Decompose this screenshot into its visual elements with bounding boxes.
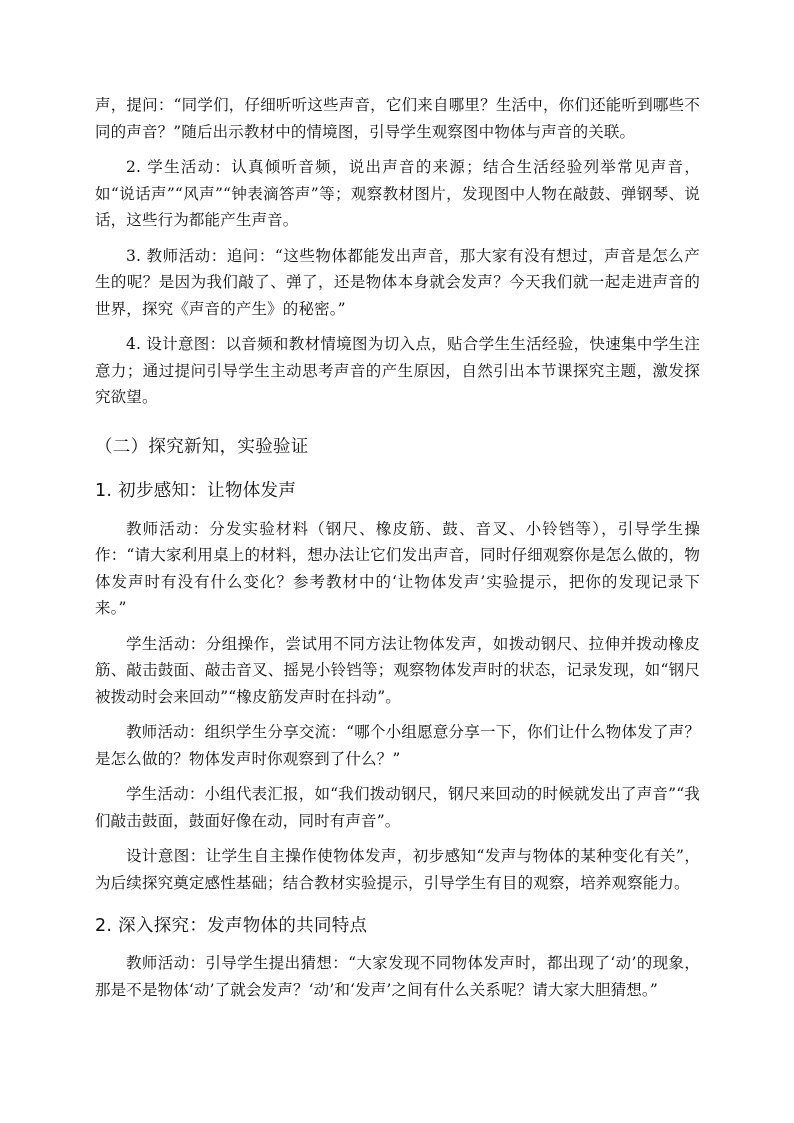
subsection-heading-2: 2. 深入探究：发声物体的共同特点 [95,916,368,936]
subsection-heading-1: 1. 初步感知：让物体发声 [95,480,297,501]
sub2-paragraph-1: 教师活动：引导学生提出猜想：“大家发现不同物体发声时，都出现了‘动’的现象，那是不是物体‘动’了就会发声？‘动’和‘发声’之间有什么关系呢？请大家大胆猜想。” [95,954,700,999]
intro-paragraph-4: 4. 设计意图：以音频和教材情境图为切入点，贴合学生生活经验，快速集中学生注意力；通过提问引导学生主动思考声音的产生原因，自然引出本节课探究主题，激发探究欲望。 [95,335,700,406]
intro-paragraph-3: 3. 教师活动：追问：“这些物体都能发出声音，那大家有没有想过，声音是怎么产生的呢？是因为我们敲了、弹了，还是物体本身就会发声？今天我们就一起走进声音的世界，探究《声音的产生》的秘密。” [95,246,700,318]
sub1-paragraph-4: 学生活动：小组代表汇报，如“我们拨动钢尺，钢尺来回动的时候就发出了声音”“我们敲击鼓面，鼓面好像在动，同时有声音”。 [95,785,700,830]
sub1-paragraph-2: 学生活动：分组操作，尝试用不同方法让物体发声，如拨动钢尺、拉伸并拨动橡皮筋、敲击鼓面、敲击音叉、摇晃小铃铛等；观察物体发声时的状态，记录发现，如“钢尺被拨动时会来回动”“橡皮筋发声时在抖动”。 [95,634,700,706]
intro-paragraph-2: 2. 学生活动：认真倾听音频，说出声音的来源；结合生活经验列举常见声音，如“说话声”“风声”“钟表滴答声”等；观察教材图片，发现图中人物在敲鼓、弹钢琴、说话，这些行为都能产生声音。 [95,158,700,229]
sub1-paragraph-3: 教师活动：组织学生分享交流：“哪个小组愿意分享一下，你们让什么物体发了声？是怎么做的？物体发声时你观察到了什么？” [95,723,700,768]
sub1-paragraph-5: 设计意图：让学生自主操作使物体发声，初步感知“发声与物体的某种变化有关”，为后续探究奠定感性基础；结合教材实验提示，引导学生有目的观察，培养观察能力。 [95,847,700,892]
sub1-paragraph-1: 教师活动：分发实验材料（钢尺、橡皮筋、鼓、音叉、小铃铛等），引导学生操作：“请大家利用桌上的材料，想办法让它们发出声音，同时仔细观察你是怎么做的，物体发声时有没有什么变化？参考教材中的‘让物体发声’实验提示，把你的发现记录下来。” [95,519,700,617]
intro-paragraph-continued: 声，提问：“同学们，仔细听听这些声音，它们来自哪里？生活中，你们还能听到哪些不同的声音？”随后出示教材中的情境图，引导学生观察图中物体与声音的关联。 [95,96,700,141]
section-heading: （二）探究新知，实验验证 [95,436,309,457]
document-page [95,92,700,1003]
